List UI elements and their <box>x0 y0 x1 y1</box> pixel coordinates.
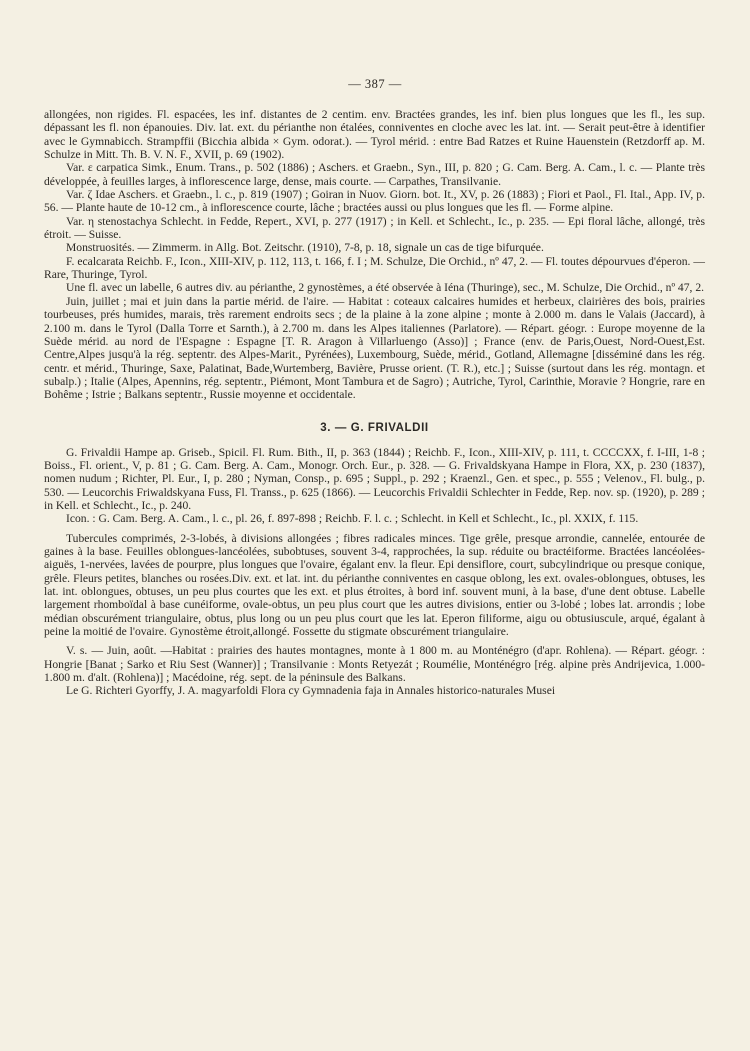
paragraph-continuation: allongées, non rigides. Fl. espacées, les inf. distantes de 2 centim. env. Bractées grandes, les inf. bien plus longues que les fl., les sup. dépassant les fl. non épanouies. Div. lat. ext. du périanthe non étalées, conniventes en cloche avec les lat. int. — Serait peut-être à identifier avec le Gymnabicch. Strampffii (Bicchia albida × Gym. odorat.). — Tyrol mérid. : entre Bad Ratzes et Ruine Hauenstein (Retzdorff ap. M. Schulze in Mitt. Th. B. V. N. F., XVII, p. 69 (1902). <box>44 108 705 162</box>
paragraph-habitat-repartition: Juin, juillet ; mai et juin dans la partie mérid. de l'aire. — Habitat : coteaux calcaires humides et herbeux, clairières des bois, prairies tourbeuses, prés humides, marais, très rarement endroits secs ; de la plaine à la zone alpine ; monte à 2.000 m. dans le Valais (Jaccard), à 2.100 m. dans le Tyrol (Dalla Torre et Sarnth.), à 2.700 m. dans les Alpes italiennes (Parlatore). — Répart. géogr. : Europe moyenne de la Suède mérid. au nord de l'Espagne : Espagne [T. R. Aragon à Villarluengo (Asso)] ; France (env. de Paris,Ouest, Nord-Ouest,Est. Centre,Alpes jusqu'à la rég. septentr. des Alpes-Marit., Pyrénées), Luxembourg, Suède, mérid., Gotland, Allemagne [disséminé dans les rég. centr. et mérid., Thuringe, Saxe, Palatinat, Bade,Wurtemberg, Bavière, Prusse orient. (T. R.), etc.] ; Suisse (surtout dans les rég. montagn. et subalp.) ; Italie (Alpes, Apennins, rég. septentr., Piémont, Mont Tambura et de Sagro) ; Autriche, Tyrol, Carinthie, Moravie ? Hongrie, rare en Bohême ; Istrie ; Balkans septentr., Russie moyenne et occidentale. <box>44 294 705 402</box>
paragraph-var-stenostachya: Var. η stenostachya Schlecht. in Fedde, Repert., XVI, p. 277 (1917) ; in Kell. et Schlecht., Ic., p. 235. — Epi floral lâche, allongé, très étroit. — Suisse. <box>44 214 705 242</box>
page-number: — 387 — <box>348 77 402 91</box>
paragraph-ecalcarata: F. ecalcarata Reichb. F., Icon., XIII-XIV, p. 112, 113, t. 166, f. I ; M. Schulze, Die Orchid., nº 47, 2. — Fl. toutes dépourvues d'éperon. — Rare, Thuringe, Tyrol. <box>44 254 705 282</box>
paragraph-var-carpatica: Var. ε carpatica Simk., Enum. Trans., p. 502 (1886) ; Aschers. et Graebn., Syn., III, p. 820 ; G. Cam. Berg. A. Cam., l. c. — Plante très développée, à feuilles larges, à inflorescence large, dense, mais courte. — Carpathes, Transilvanie. <box>44 161 705 188</box>
paragraph-iena: Une fl. avec un labelle, 6 autres div. au périanthe, 2 gynostèmes, a été observée à Iéna (Thuringe), sec., M. Schulze, Die Orchid., nº 47, 2. <box>66 281 705 295</box>
section-title: 3. — G. FRIVALDII <box>320 421 429 434</box>
page-body <box>44 108 705 698</box>
paragraph-richteri: Le G. Richteri Gyorffy, J. A. magyarfoldi Flora cy Gymnadenia faja in Annales historico-naturales Musei <box>66 684 556 698</box>
paragraph-icon: Icon. : G. Cam. Berg. A. Cam., l. c., pl. 26, f. 897-898 ; Reichb. F. l. c. ; Schlecht. in Kell et Schlecht., Ic., pl. XXIX, f. 115. <box>66 512 639 526</box>
paragraph-description: Tubercules comprimés, 2-3-lobés, à divisions allongées ; fibres radicales minces. Tige grêle, presque arrondie, cannelée, entourée de gaines à la base. Feuilles oblongues-lancéolées, subobtuses, souvent 3-4, rapprochées, la sup. réduite ou bractéiforme. Bractées lancéolées-aiguës, 1-nervées, lavées de pourpre, plus longues que l'ovaire, égalant env. la fleur. Epi densiflore, court, subcylindrique ou presque conique, grêle. Fleurs petites, blanches ou rosées.Div. ext. et lat. int. du périanthe conniventes en casque oblong, les ext. ovales-oblongues, obtuses, les lat. int. oblongues, obtuses, un peu plus courtes que les ext. et plus étroites, à bord inf. souvent muni, à la base, d'une dent obtuse. Labelle largement rhomboïdal à base cunéiforme, ovale-obtus, un peu plus court que les autres divisions, entier ou 3-lobé ; lobes lat. arrondis ; lobe médian obscurément triangulaire, obtus, plus long ou un peu plus court que les lat. Eperon filiforme, aigu ou obtusiuscule, arqué, égalant à peine la moitié de l'ovaire. Gynostème étroit,allongé. Fossette du stigmate obscurément triangulaire. <box>44 531 705 639</box>
paragraph-vs-habitat: V. s. — Juin, août. —Habitat : prairies des hautes montagnes, monte à 1 800 m. au Monténégro (d'apr. Rohlena). — Répart. géogr. : Hongrie [Banat ; Sarko et Riu Sest (Wanner)] ; Transilvanie : Monts Retyezát ; Roumélie, Monténégro [rég. alpine près Andrijevica, 1.000-1.800 m. d'alt. (Rohlena)] ; Macédoine, rég. sept. de la péninsule des Balkans. <box>44 644 705 685</box>
paragraph-frivaldii-synonyms: G. Frivaldii Hampe ap. Griseb., Spicil. Fl. Rum. Bith., II, p. 363 (1844) ; Reichb. F., Icon., XIII-XIV, p. 111, t. CCCCXX, f. I-III, 1-8 ; Boiss., Fl. orient., V, p. 81 ; G. Cam. Berg. A. Cam., Monogr. Orch. Eur., p. 328. — G. Frivaldskyana Hampe in Flora, XX, p. 230 (1837), nomen nudum ; Richter, Pl. Eur., I, p. 280 ; Nyman, Consp., p. 695 ; Suppl., p. 292 ; Kraenzl., Gen. et spec., p. 555 ; Velenov., Fl. bulg., p. 530. — Leucorchis Friwaldskyana Fuss, Fl. Transs., p. 625 (1866). — Leucorchis Frivaldii Schlechter in Fedde, Rep. nov. sp. (1920), p. 289 ; in Kell. et Schlecht., Ic., p. 240. <box>44 445 705 512</box>
paragraph-monstruosites: Monstruosités. — Zimmerm. in Allg. Bot. Zeitschr. (1910), 7-8, p. 18, signale un cas de tige bifurquée. <box>66 241 544 255</box>
paragraph-var-idae: Var. ζ Idae Aschers. et Graebn., l. c., p. 819 (1907) ; Goiran in Nuov. Giorn. bot. It., XV, p. 26 (1883) ; Fiori et Paol., Fl. Ital., App. IV, p. 56. — Plante haute de 10-12 cm., à inflorescence courte, lâche ; bractées aussi ou plus longues que les fl. — Forme alpine. <box>44 188 705 215</box>
